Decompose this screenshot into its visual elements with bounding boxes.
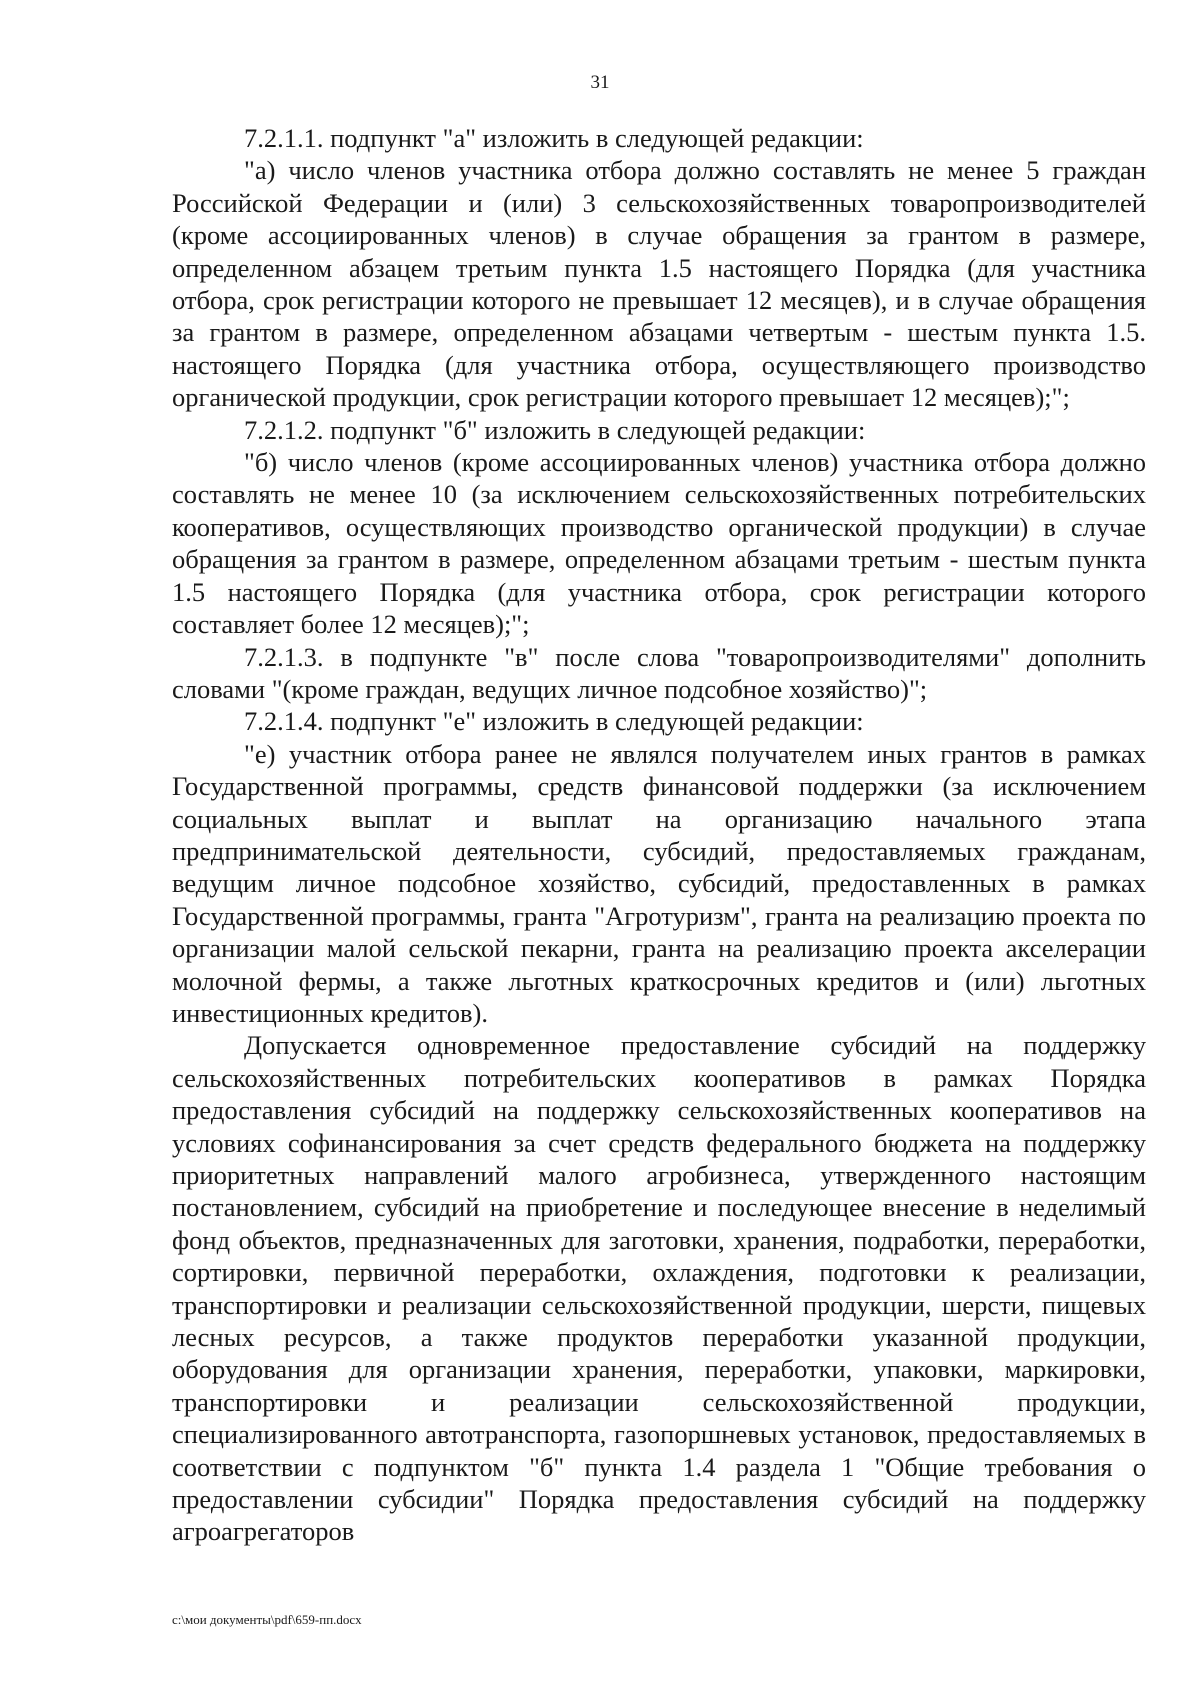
paragraph-subitem-e: "е) участник отбора ранее не являлся получателем иных грантов в рамках Государственной программы, средств финансовой поддержки (за исключением социальных выплат и выплат на организацию начального этапа предпринимательской деятельности, субсидий, предоставляемых гражданам, ведущим личное подсобное хозяйство, субсидий, предоставленных в рамках Государственной программы, гранта "Агротуризм", гранта на реализацию проекта по организации малой сельской пекарни, гранта на реализацию проекта акселерации молочной фермы, а также льготных краткосрочных кредитов и (или) льготных инвестиционных кредитов). xyxy=(172,738,1146,1028)
paragraph-7-2-1-4: 7.2.1.4. подпункт "е" изложить в следующей редакции: xyxy=(244,706,864,737)
paragraph-subitem-a: "а) число членов участника отбора должно составлять не менее 5 граждан Российской Федерации и (или) 3 сельскохозяйственных товаропроизводителей (кроме ассоциированных членов) в случае обращения за грантом в размере, определенном абзацем третьим пункта 1.5 настоящего Порядка (для участника отбора, срок регистрации которого не превышает 12 месяцев), и в случае обращения за грантом в размере, определенном абзацами четвертым - шестым пункта 1.5. настоящего Порядка (для участника отбора, осуществляющего производство органической продукции, срок регистрации которого превышает 12 месяцев);"; xyxy=(172,155,1146,413)
paragraph-allowed-subsidies: Допускается одновременное предоставление субсидий на поддержку сельскохозяйственных потребительских кооперативов в рамках Порядка предоставления субсидий на поддержку сельскохозяйственных кооперативов на условиях софинансирования за счет средств федерального бюджета на поддержку приоритетных направлений малого агробизнеса, утвержденного настоящим постановлением, субсидий на приобретение и последующее внесение в неделимый фонд объектов, предназначенных для заготовки, хранения, подработки, переработки, сортировки, первичной переработки, охлаждения, подготовки к реализации, транспортировки и реализации сельскохозяйственной продукции, шерсти, пищевых лесных ресурсов, а также продуктов переработки указанной продукции, оборудования для организации хранения, переработки, упаковки, маркировки, транспортировки и реализации сельскохозяйственной продукции, специализированного автотранспорта, газопоршневых установок, предоставляемых в соответствии с подпунктом "б" пункта 1.4 раздела 1 "Общие требования о предоставлении субсидии" Порядка предоставления субсидий на поддержку агроагрегаторов xyxy=(172,1030,1146,1547)
paragraph-7-2-1-1: 7.2.1.1. подпункт "а" изложить в следующей редакции: xyxy=(244,123,864,153)
footer-file-path: c:\мои документы\pdf\659-пп.docx xyxy=(172,1612,362,1627)
paragraph-subitem-b: "б) число членов (кроме ассоциированных членов) участника отбора должно составлять не менее 10 (за исключением сельскохозяйственных потребительских кооперативов, осуществляющих производство органической продукции) в случае обращения за грантом в размере, определенном абзацами третьим - шестым пункта 1.5 настоящего Порядка (для участника отбора, срок регистрации которого составляет более 12 месяцев);"; xyxy=(172,447,1146,640)
document-body xyxy=(172,122,1146,1548)
page-number: 31 xyxy=(590,72,610,93)
paragraph-7-2-1-2: 7.2.1.2. подпункт "б" изложить в следующей редакции: xyxy=(244,414,866,445)
paragraph-7-2-1-3: 7.2.1.3. в подпункте "в" после слова "товаропроизводителями" дополнить словами "(кроме граждан, ведущих личное подсобное хозяйство)"; xyxy=(172,641,1146,704)
